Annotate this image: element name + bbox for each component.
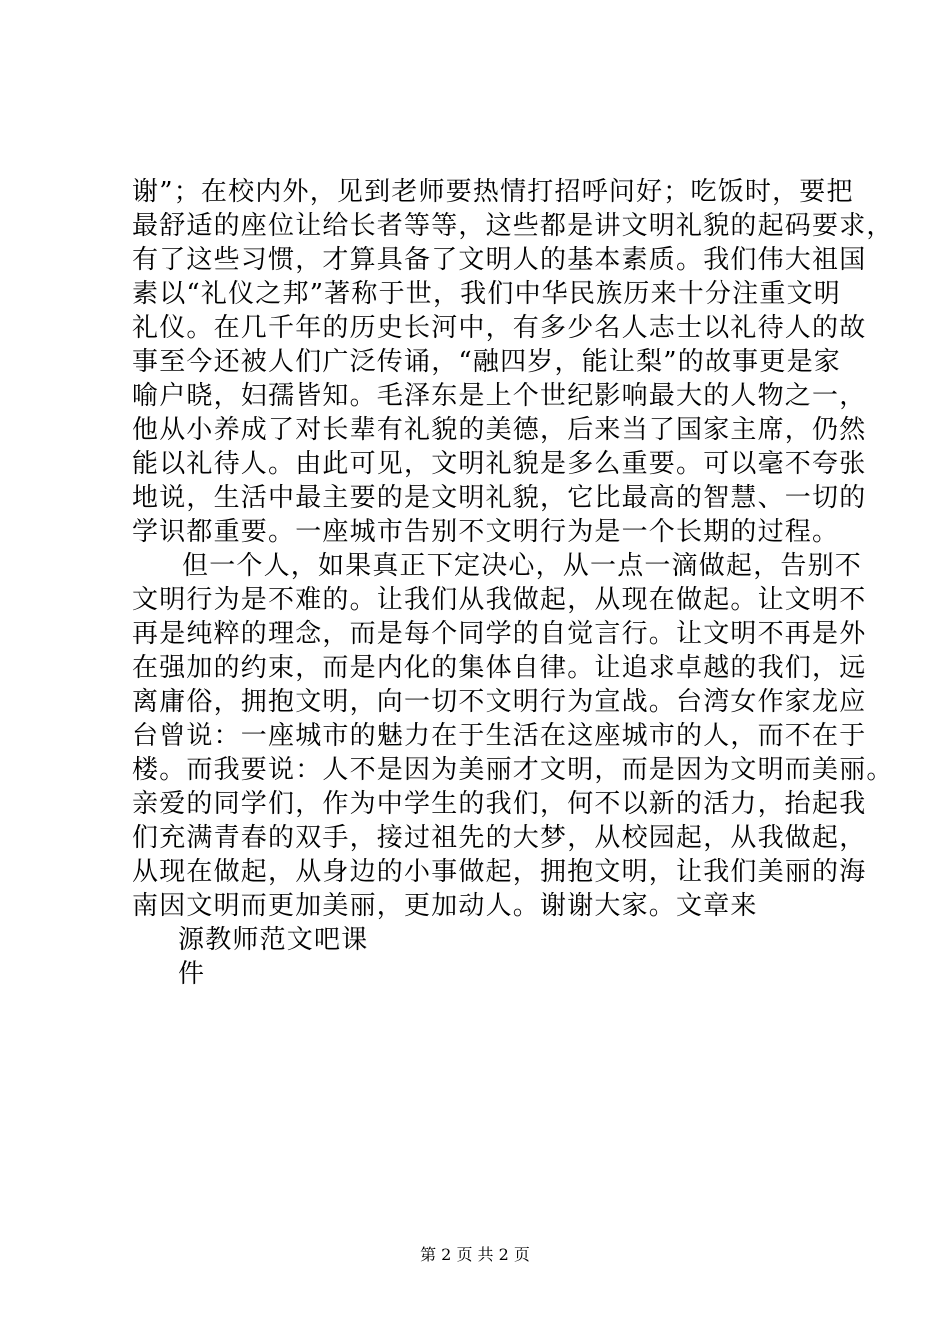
- text-line-9: 能以礼待人。由此可见，文明礼貌是多么重要。可以毫不夸张: [132, 449, 867, 479]
- text-line-18: 楼。而我要说：人不是因为美丽才文明，而是因为文明而美丽。: [132, 755, 894, 785]
- text-line-23: 源教师范文吧课: [178, 925, 369, 955]
- text-line-3: 有了这些习惯，才算具备了文明人的基本素质。我们伟大祖国: [132, 245, 867, 275]
- text-line-16: 离庸俗，拥抱文明，向一切不文明行为宣战。台湾女作家龙应: [132, 687, 867, 717]
- text-line-14: 再是纯粹的理念，而是每个同学的自觉言行。让文明不再是外: [132, 619, 867, 649]
- text-line-5: 礼仪。在几千年的历史长河中，有多少名人志士以礼待人的故: [132, 313, 867, 343]
- text-line-2: 最舒适的座位让给长者等等，这些都是讲文明礼貌的起码要求，: [132, 211, 894, 241]
- text-line-12: 但一个人，如果真正下定决心，从一点一滴做起，告别不: [182, 551, 863, 581]
- text-line-13: 文明行为是不难的。让我们从我做起，从现在做起。让文明不: [132, 585, 867, 615]
- text-line-20: 们充满青春的双手，接过祖先的大梦，从校园起，从我做起，: [132, 823, 867, 853]
- text-line-11: 学识都重要。一座城市告别不文明行为是一个长期的过程。: [132, 517, 840, 547]
- text-line-7: 喻户晓，妇孺皆知。毛泽东是上个世纪影响最大的人物之一，: [132, 381, 867, 411]
- text-line-15: 在强加的约束，而是内化的集体自律。让追求卓越的我们，远: [132, 653, 867, 683]
- text-line-17: 台曾说：一座城市的魅力在于生活在这座城市的人，而不在于: [132, 721, 867, 751]
- text-line-19: 亲爱的同学们，作为中学生的我们，何不以新的活力，抬起我: [132, 789, 867, 819]
- text-line-22: 南因文明而更加美丽，更加动人。谢谢大家。文章来: [132, 891, 758, 921]
- text-line-24: 件: [178, 959, 206, 989]
- text-line-10: 地说，生活中最主要的是文明礼貌，它比最高的智慧、一切的: [132, 483, 867, 513]
- text-line-8: 他从小养成了对长辈有礼貌的美德，后来当了国家主席，仍然: [132, 415, 867, 445]
- text-line-4: 素以“礼仪之邦”著称于世，我们中华民族历来十分注重文明: [132, 279, 841, 309]
- text-line-21: 从现在做起，从身边的小事做起，拥抱文明，让我们美丽的海: [132, 857, 867, 887]
- text-line-6: 事至今还被人们广泛传诵，“融四岁，能让梨”的故事更是家: [132, 347, 841, 377]
- text-line-1: 谢”；在校内外，见到老师要热情打招呼问好；吃饭时，要把: [132, 177, 854, 207]
- page-number-footer: 第 2 页 共 2 页: [420, 1245, 530, 1264]
